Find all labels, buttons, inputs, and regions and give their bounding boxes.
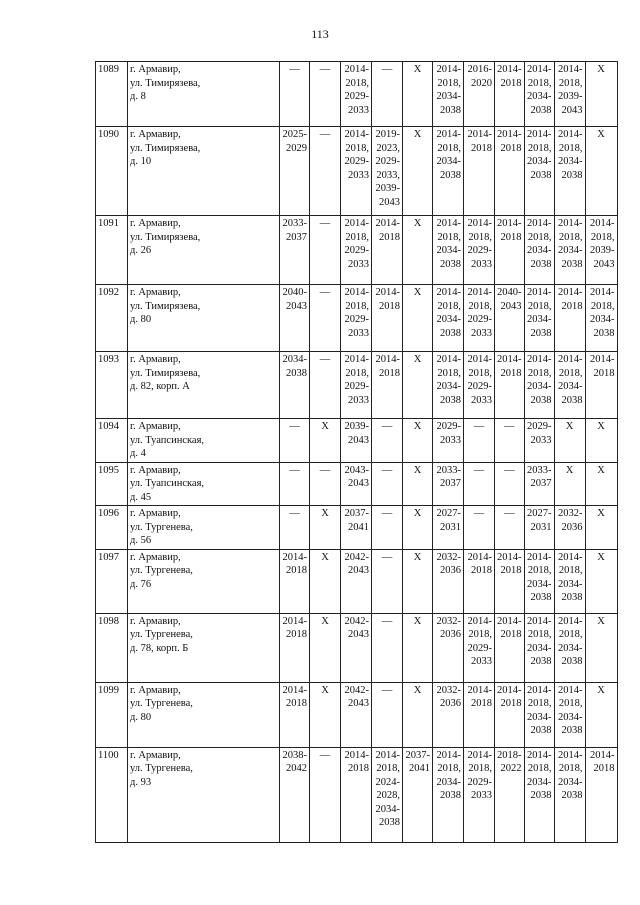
period-cell: X — [585, 127, 617, 216]
period-cell: 2014- 2018, 2034- 2038 — [433, 747, 464, 842]
period-cell: — — [372, 682, 403, 747]
period-cell: 2014- 2018 — [495, 613, 525, 682]
row-number: 1091 — [96, 216, 128, 285]
period-cell: 2033- 2037 — [280, 216, 310, 285]
period-cell: 2014- 2018, 2034- 2038 — [554, 747, 585, 842]
period-cell: 2014- 2018 — [341, 747, 372, 842]
period-cell: 2014- 2018 — [280, 549, 310, 613]
period-cell: 2014- 2018, 2034- 2038 — [524, 549, 554, 613]
period-cell: 2018- 2022 — [495, 747, 525, 842]
table-row — [96, 549, 618, 613]
period-cell: X — [585, 682, 617, 747]
period-cell: 2014- 2018 — [495, 62, 525, 127]
period-cell: X — [403, 352, 433, 419]
period-cell: 2014- 2018, 2029- 2033 — [464, 352, 495, 419]
period-cell: — — [495, 462, 525, 506]
address-cell: г. Армавир, ул. Тимирязева, д. 10 — [128, 127, 280, 216]
period-cell: — — [495, 419, 525, 463]
period-cell: X — [585, 462, 617, 506]
period-cell: 2025- 2029 — [280, 127, 310, 216]
period-cell: X — [585, 506, 617, 550]
period-cell: 2014- 2018, 2029- 2033 — [464, 216, 495, 285]
period-cell: 2014- 2018, 2034- 2038 — [554, 613, 585, 682]
row-number: 1097 — [96, 549, 128, 613]
address-cell: г. Армавир, ул. Тургенева, д. 93 — [128, 747, 280, 842]
period-cell: 2014- 2018 — [280, 613, 310, 682]
address-cell: г. Армавир, ул. Тургенева, д. 80 — [128, 682, 280, 747]
period-cell: 2014- 2018, 2029- 2033 — [341, 216, 372, 285]
period-cell: — — [280, 506, 310, 550]
period-cell: 2014- 2018 — [372, 285, 403, 352]
row-number: 1090 — [96, 127, 128, 216]
period-cell: 2038- 2042 — [280, 747, 310, 842]
period-cell: X — [310, 682, 341, 747]
period-cell: 2040- 2043 — [495, 285, 525, 352]
table-row — [96, 419, 618, 463]
period-cell: 2014- 2018, 2039- 2043 — [585, 216, 617, 285]
period-cell: 2019- 2023, 2029- 2033, 2039- 2043 — [372, 127, 403, 216]
period-cell: X — [554, 462, 585, 506]
row-number: 1095 — [96, 462, 128, 506]
period-cell: 2033- 2037 — [433, 462, 464, 506]
period-cell: X — [403, 462, 433, 506]
row-number: 1089 — [96, 62, 128, 127]
period-cell: X — [554, 419, 585, 463]
row-number: 1098 — [96, 613, 128, 682]
period-cell: 2029- 2033 — [524, 419, 554, 463]
page-number: 113 — [311, 27, 329, 41]
period-cell: — — [310, 127, 341, 216]
period-cell: 2014- 2018, 2034- 2038 — [433, 352, 464, 419]
period-cell: — — [280, 419, 310, 463]
period-cell: — — [310, 747, 341, 842]
period-cell: — — [495, 506, 525, 550]
period-cell: 2014- 2018 — [495, 127, 525, 216]
period-cell: 2014- 2018, 2034- 2038 — [524, 127, 554, 216]
period-cell: X — [403, 62, 433, 127]
period-cell: 2027- 2031 — [524, 506, 554, 550]
period-cell: 2014- 2018, 2029- 2033 — [341, 352, 372, 419]
period-cell: X — [403, 285, 433, 352]
period-cell: X — [403, 549, 433, 613]
period-cell: X — [310, 549, 341, 613]
period-cell: 2014- 2018 — [464, 549, 495, 613]
period-cell: — — [372, 419, 403, 463]
table-row — [96, 285, 618, 352]
period-cell: 2014- 2018, 2029- 2033 — [464, 285, 495, 352]
row-number: 1096 — [96, 506, 128, 550]
period-cell: X — [310, 506, 341, 550]
address-cell: г. Армавир, ул. Тимирязева, д. 80 — [128, 285, 280, 352]
period-cell: 2043- 2043 — [341, 462, 372, 506]
period-cell: 2032- 2036 — [433, 549, 464, 613]
table-row — [96, 462, 618, 506]
period-cell: 2014- 2018, 2039- 2043 — [554, 62, 585, 127]
period-cell: 2014- 2018 — [495, 549, 525, 613]
period-cell: 2032- 2036 — [433, 682, 464, 747]
period-cell: 2040- 2043 — [280, 285, 310, 352]
period-cell: 2014- 2018, 2034- 2038 — [524, 285, 554, 352]
period-cell: X — [585, 549, 617, 613]
period-cell: 2014- 2018 — [554, 285, 585, 352]
period-cell: 2014- 2018, 2029- 2033 — [464, 613, 495, 682]
address-cell: г. Армавир, ул. Тургенева, д. 56 — [128, 506, 280, 550]
period-cell: 2014- 2018 — [372, 216, 403, 285]
period-cell: — — [310, 462, 341, 506]
period-cell: 2014- 2018 — [464, 682, 495, 747]
period-cell: 2014- 2018, 2034- 2038 — [524, 747, 554, 842]
period-cell: 2014- 2018 — [585, 352, 617, 419]
period-cell: 2014- 2018 — [372, 352, 403, 419]
period-cell: 2014- 2018, 2034- 2038 — [433, 127, 464, 216]
period-cell: 2039- 2043 — [341, 419, 372, 463]
period-cell: 2014- 2018, 2034- 2038 — [554, 352, 585, 419]
row-number: 1094 — [96, 419, 128, 463]
period-cell: — — [280, 62, 310, 127]
address-cell: г. Армавир, ул. Тургенева, д. 76 — [128, 549, 280, 613]
table-row — [96, 747, 618, 842]
period-cell: 2014- 2018, 2034- 2038 — [433, 285, 464, 352]
address-cell: г. Армавир, ул. Тимирязева, д. 8 — [128, 62, 280, 127]
table-body — [96, 62, 618, 843]
table-row — [96, 682, 618, 747]
period-cell: 2014- 2018, 2029- 2033 — [341, 62, 372, 127]
period-cell: X — [403, 127, 433, 216]
period-cell: X — [403, 506, 433, 550]
period-cell: — — [310, 352, 341, 419]
table-row — [96, 62, 618, 127]
row-number: 1099 — [96, 682, 128, 747]
period-cell: 2014- 2018 — [495, 682, 525, 747]
period-cell: 2037- 2041 — [403, 747, 433, 842]
period-cell: 2014- 2018, 2024- 2028, 2034- 2038 — [372, 747, 403, 842]
period-cell: X — [403, 216, 433, 285]
period-cell: 2014- 2018 — [280, 682, 310, 747]
period-cell: 2014- 2018, 2034- 2038 — [554, 549, 585, 613]
row-number: 1092 — [96, 285, 128, 352]
address-cell: г. Армавир, ул. Туапсинская, д. 4 — [128, 419, 280, 463]
period-cell: 2037- 2041 — [341, 506, 372, 550]
period-cell: 2042- 2043 — [341, 613, 372, 682]
period-cell: X — [310, 613, 341, 682]
period-cell: — — [464, 506, 495, 550]
period-cell: 2027- 2031 — [433, 506, 464, 550]
period-cell: X — [310, 419, 341, 463]
period-cell: 2014- 2018, 2034- 2038 — [585, 285, 617, 352]
row-number: 1100 — [96, 747, 128, 842]
table-row — [96, 216, 618, 285]
period-cell: 2014- 2018, 2034- 2038 — [524, 216, 554, 285]
period-cell: — — [464, 462, 495, 506]
period-cell: — — [372, 613, 403, 682]
period-cell: 2014- 2018, 2034- 2038 — [433, 62, 464, 127]
period-cell: 2014- 2018, 2034- 2038 — [554, 127, 585, 216]
period-cell: 2014- 2018, 2034- 2038 — [524, 352, 554, 419]
period-cell: X — [585, 613, 617, 682]
table-row — [96, 352, 618, 419]
period-cell: — — [280, 462, 310, 506]
period-cell: X — [403, 419, 433, 463]
period-cell: X — [403, 613, 433, 682]
period-cell: 2014- 2018 — [495, 352, 525, 419]
period-cell: — — [372, 506, 403, 550]
period-cell: 2029- 2033 — [433, 419, 464, 463]
period-cell: 2016- 2020 — [464, 62, 495, 127]
address-cell: г. Армавир, ул. Тимирязева, д. 26 — [128, 216, 280, 285]
period-cell: 2014- 2018, 2034- 2038 — [524, 62, 554, 127]
table-row — [96, 506, 618, 550]
period-cell: 2014- 2018 — [585, 747, 617, 842]
period-cell: 2014- 2018 — [495, 216, 525, 285]
row-number: 1093 — [96, 352, 128, 419]
period-cell: 2034- 2038 — [280, 352, 310, 419]
period-cell: X — [585, 419, 617, 463]
period-cell: 2014- 2018, 2029- 2033 — [341, 285, 372, 352]
table-row — [96, 613, 618, 682]
period-cell: 2014- 2018, 2034- 2038 — [433, 216, 464, 285]
table-row — [96, 127, 618, 216]
period-cell: 2042- 2043 — [341, 682, 372, 747]
period-cell: — — [464, 419, 495, 463]
period-cell: 2042- 2043 — [341, 549, 372, 613]
period-cell: 2014- 2018, 2034- 2038 — [554, 682, 585, 747]
period-cell: 2014- 2018, 2029- 2033 — [464, 747, 495, 842]
address-cell: г. Армавир, ул. Тургенева, д. 78, корп. Б — [128, 613, 280, 682]
period-cell: — — [310, 216, 341, 285]
address-cell: г. Армавир, ул. Туапсинская, д. 45 — [128, 462, 280, 506]
period-cell: 2014- 2018, 2029- 2033 — [341, 127, 372, 216]
period-cell: — — [310, 285, 341, 352]
period-cell: 2014- 2018, 2034- 2038 — [524, 613, 554, 682]
period-cell: 2014- 2018 — [464, 127, 495, 216]
period-cell: 2014- 2018, 2034- 2038 — [524, 682, 554, 747]
schedule-table — [95, 61, 618, 843]
period-cell: — — [372, 549, 403, 613]
address-cell: г. Армавир, ул. Тимирязева, д. 82, корп. А — [128, 352, 280, 419]
period-cell: 2032- 2036 — [554, 506, 585, 550]
period-cell: X — [585, 62, 617, 127]
period-cell: — — [372, 462, 403, 506]
period-cell: 2032- 2036 — [433, 613, 464, 682]
period-cell: — — [310, 62, 341, 127]
period-cell: X — [403, 682, 433, 747]
period-cell: 2014- 2018, 2034- 2038 — [554, 216, 585, 285]
period-cell: 2033- 2037 — [524, 462, 554, 506]
period-cell: — — [372, 62, 403, 127]
